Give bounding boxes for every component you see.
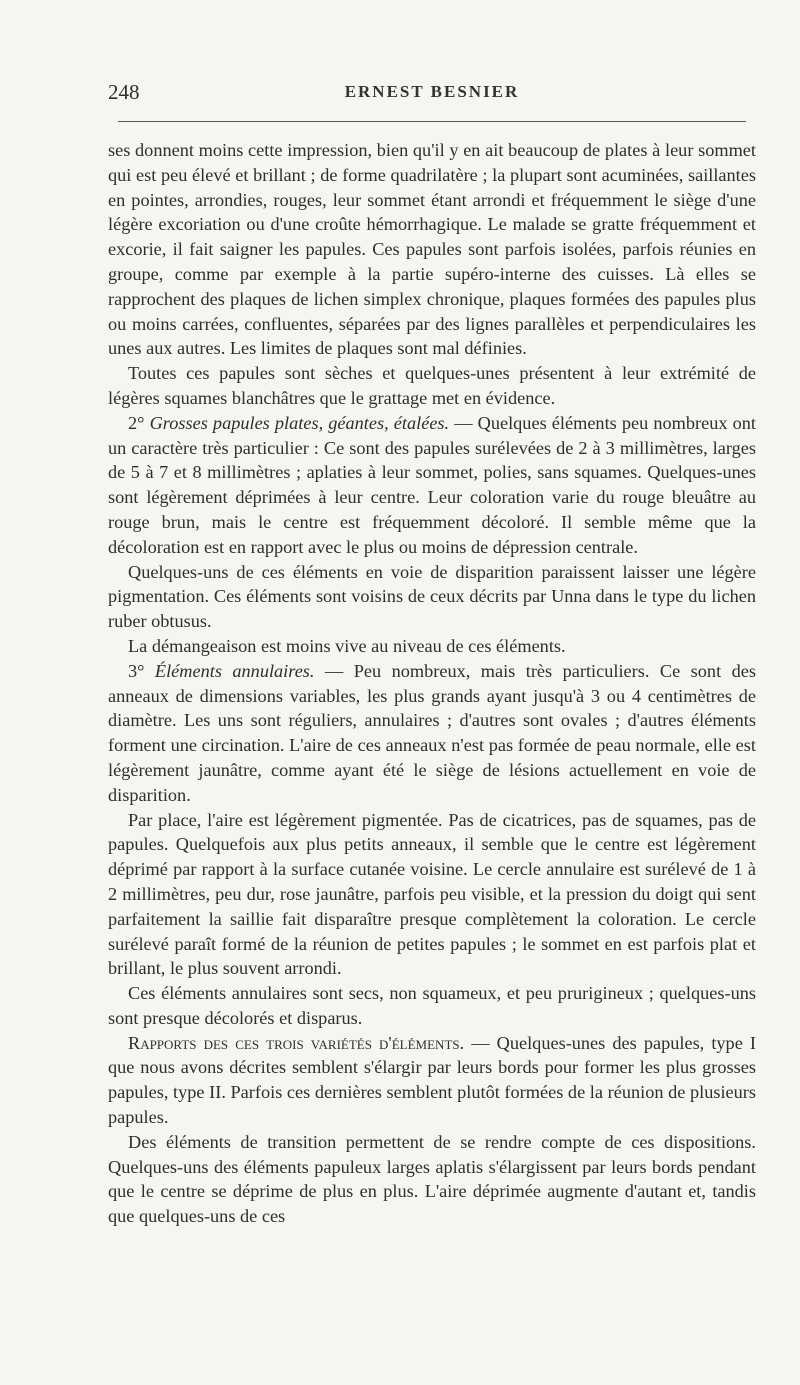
paragraph-8: Ces éléments annulaires sont secs, non squameux, et peu prurigineux ; quelques-uns sont presque décolorés et disparus. — [108, 983, 756, 1028]
paragraph-body: — Peu nombreux, mais très particuliers. Ce sont des anneaux de dimensions variables, les plus grands ayant jusqu'à 3 ou 4 centimètres de diamètre. Les uns sont réguliers, annulaires ; d'autres sont ovales ; d'autres éléments forment une circination. L'aire de ces anneaux n'est pas formée de peau normale, elle est légèrement jaunâtre, comme ayant été le siège de lésions actuellement en voie de disparition. — [108, 660, 756, 805]
paragraph-body: — Quelques éléments peu nombreux ont un caractère très particulier : Ce sont des papules surélevées de 2 à 3 millimètres, larges de 5 à 7 et 8 millimètres ; aplaties à leur sommet, polies, sans squames. Quelques-unes sont légèrement déprimées à leur centre. Leur coloration varie du rouge bleuâtre au rouge brun, mais le centre est fréquemment décoloré. Il semble même que la décoloration est en rapport avec le plus ou moins de dépression centrale. — [108, 412, 756, 557]
page-number: 248 — [108, 80, 140, 104]
paragraph-5: La démangeaison est moins vive au niveau de ces éléments. — [128, 635, 566, 656]
section-heading: Grosses papules plates, géantes, étalées. — [149, 412, 450, 433]
section-number: 2° — [128, 412, 150, 433]
paragraph-2: Toutes ces papules sont sèches et quelques-unes présentent à leur extrémité de légères squames blanchâtres que le grattage met en évidence. — [108, 363, 756, 408]
body-text — [108, 138, 756, 1229]
paragraph-3 — [108, 411, 756, 560]
page-header — [108, 80, 756, 110]
paragraph-6 — [108, 659, 756, 808]
section-heading: Éléments annulaires. — [154, 660, 315, 681]
paragraph-body: — Quelques-unes des papules, type I que nous avons décrites semblent s'élargir par leurs bords pour former les plus grosses papules, type II. Parfois ces dernières semblent plutôt formées de la réunion de plusieurs papules. — [108, 1032, 756, 1128]
section-heading: Rapports des ces trois variétés d'éléments. — [128, 1032, 465, 1053]
paragraph-4: Quelques-uns de ces éléments en voie de disparition paraissent laisser une légère pigmentation. Ces éléments sont voisins de ceux décrits par Unna dans le type du lichen ruber obtusus. — [108, 561, 756, 632]
running-head: ERNEST BESNIER — [344, 82, 520, 101]
paragraph-1: ses donnent moins cette impression, bien qu'il y en ait beaucoup de plates à leur sommet qui est peu élevé et brillant ; de forme quadrilatère ; la plupart sont acuminées, saillantes en pointes, arrondies, rouges, leur sommet étant arrondi et fréquemment le siège d'une légère excoriation ou d'une croûte hémorrhagique. Le malade se gratte fréquemment et excorie, il fait saigner les papules. Ces papules sont parfois isolées, parfois réunies en groupe, comme par exemple à la partie supéro-interne des cuisses. Là elles se rapprochent des plaques de lichen simplex chronique, plaques formées des papules plus ou moins carrées, confluentes, séparées par des lignes parallèles et perpendiculaires les unes aux autres. Les limites de plaques sont mal définies. — [108, 140, 756, 359]
paragraph-9 — [108, 1031, 756, 1130]
header-rule — [118, 121, 746, 122]
section-number: 3° — [128, 660, 155, 681]
paragraph-10: Des éléments de transition permettent de se rendre compte de ces dispositions. Quelques-uns des éléments papuleux larges aplatis s'élargissent par leurs bords pendant que le centre se déprime de plus en plus. L'aire déprimée augmente d'autant et, tandis que quelques-uns de ces — [108, 1131, 756, 1227]
paragraph-7: Par place, l'aire est légèrement pigmentée. Pas de cicatrices, pas de squames, pas de papules. Quelquefois aux plus petits anneaux, il semble que le centre est légèrement déprimé par rapport à la surface cutanée voisine. Le cercle annulaire est surélevé de 1 à 2 millimètres, peu dur, rose jaunâtre, parfois peu visible, et la pression du doigt qui sent parfaitement la saillie fait disparaître presque complètement la coloration. Le cercle surélevé paraît formé de la réunion de petites papules ; le sommet en est parfois plat et brillant, le plus souvent arrondi. — [108, 809, 756, 979]
